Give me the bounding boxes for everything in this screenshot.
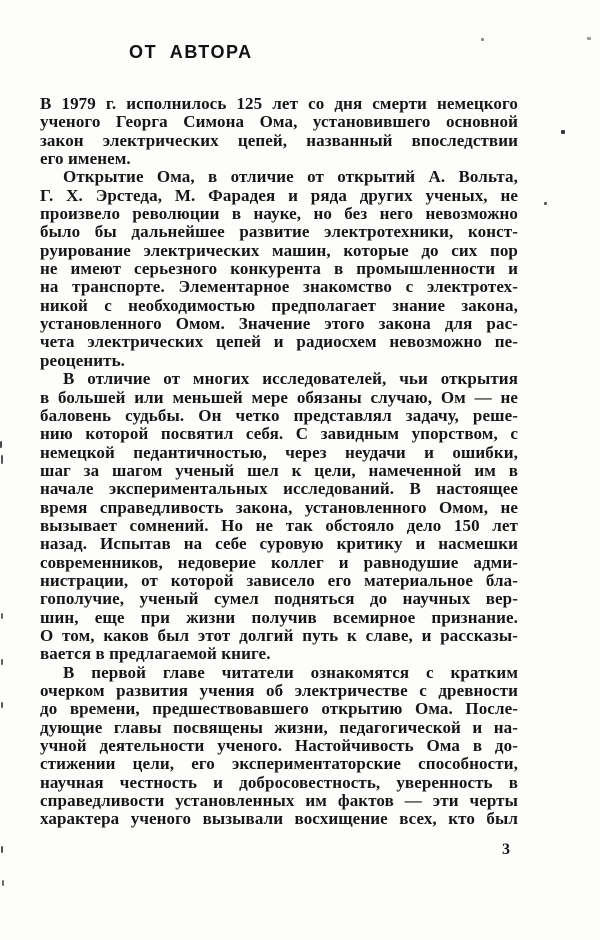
text-line: назад. Испытав на себе суровую критику и насмешки bbox=[40, 534, 518, 554]
chapter-heading: ОТ АВТОРА bbox=[129, 42, 253, 62]
text-line: немецкой педантичностью, через неудачи и ошибки, bbox=[40, 442, 518, 462]
text-line: научная честность и добросовестность, уверенность в bbox=[40, 772, 518, 792]
text-line: характера ученого вызывали восхищение всех, кто был bbox=[40, 809, 518, 829]
text-line: шин, еще при жизни получив всемирное признание. bbox=[40, 607, 518, 627]
scan-speck bbox=[544, 202, 547, 205]
page-number: 3 bbox=[502, 841, 510, 858]
text-line: его именем. bbox=[40, 149, 131, 169]
text-line: вызывает сомнений. Но не так обстояло дело 150 лет bbox=[40, 515, 518, 535]
text-line: начале экспериментальных исследований. В настоящее bbox=[40, 479, 518, 499]
text-line: установленного Омом. Значение этого закона для рас- bbox=[40, 314, 518, 334]
scan-speck bbox=[587, 37, 591, 40]
text-line: до времени, предшествовавшего открытию Ома. После- bbox=[40, 699, 518, 719]
text-line: ученого Георга Симона Ома, установившего основной bbox=[40, 112, 518, 132]
text-line: О том, каков был этот долгий путь к славе, и рассказы- bbox=[40, 625, 518, 645]
text-line: произвело революции в науке, но без него невозможно bbox=[40, 204, 518, 224]
text-line: баловень судьбы. Он четко представлял задачу, реше- bbox=[40, 405, 518, 425]
scan-speck bbox=[1, 846, 3, 853]
scan-speck bbox=[481, 38, 484, 41]
scan-speck bbox=[1, 613, 3, 619]
text-line: гополучие, ученый сумел подняться до научных вер- bbox=[40, 589, 518, 609]
scan-speck bbox=[1, 702, 3, 708]
text-line: вается в предлагаемой книге. bbox=[40, 644, 271, 664]
text-line: реоценить. bbox=[40, 350, 126, 370]
text-line: было бы дальнейшее развитие электротехники, конст- bbox=[40, 222, 518, 242]
scan-speck bbox=[2, 880, 4, 886]
text-line: В отличие от многих исследователей, чьи открытия bbox=[63, 369, 518, 389]
text-line: никой с необходимостью предполагает знание закона, bbox=[40, 295, 518, 315]
text-line: закон электрических цепей, названный впоследствии bbox=[40, 130, 518, 150]
text-line: Г. Х. Эрстеда, М. Фарадея и ряда других ученых, не bbox=[40, 185, 518, 205]
scan-speck bbox=[0, 441, 2, 448]
text-line: шаг за шагом ученый шел к цели, намеченной им в bbox=[40, 460, 518, 480]
text-line: на транспорте. Элементарное знакомство с электротех- bbox=[40, 277, 518, 297]
scan-speck bbox=[561, 130, 565, 134]
text-line: учной деятельности ученого. Настойчивость Ома в до- bbox=[40, 736, 518, 756]
text-line: нию которой посвятил себя. С завидным упорством, с bbox=[40, 424, 518, 444]
text-line: современников, недоверие коллег и равнодушие адми- bbox=[40, 552, 518, 572]
text-line: не имеют серьезного конкурента в промышленности и bbox=[40, 259, 518, 279]
text-line: чета электрических цепей и радиосхем невозможно пе- bbox=[40, 332, 518, 352]
text-line: время справедливость закона, установленного Омом, не bbox=[40, 497, 518, 517]
text-line: справедливости установленных им фактов — эти черты bbox=[40, 791, 518, 811]
text-line: дующие главы посвящены жизни, педагогической и на- bbox=[40, 717, 518, 737]
scan-speck bbox=[1, 455, 3, 464]
text-line: В первой главе читатели ознакомятся с кратким bbox=[63, 662, 518, 682]
text-line: В 1979 г. исполнилось 125 лет со дня смерти немецкого bbox=[40, 94, 518, 113]
text-line: нистрации, от которой зависело его материальное бла- bbox=[40, 570, 518, 590]
scan-speck bbox=[1, 659, 3, 665]
text-line: в большей или меньшей мере обязаны случаю, Ом — не bbox=[40, 387, 518, 407]
text-line: руирование электрических машин, которые до сих пор bbox=[40, 240, 518, 260]
text-line: очерком развития учения об электричестве с древности bbox=[40, 681, 518, 700]
text-block bbox=[40, 95, 518, 829]
text-line: стижении цели, его экспериментаторские способности, bbox=[40, 754, 518, 774]
text-line: Открытие Ома, в отличие от открытий А. Вольта, bbox=[63, 167, 518, 187]
